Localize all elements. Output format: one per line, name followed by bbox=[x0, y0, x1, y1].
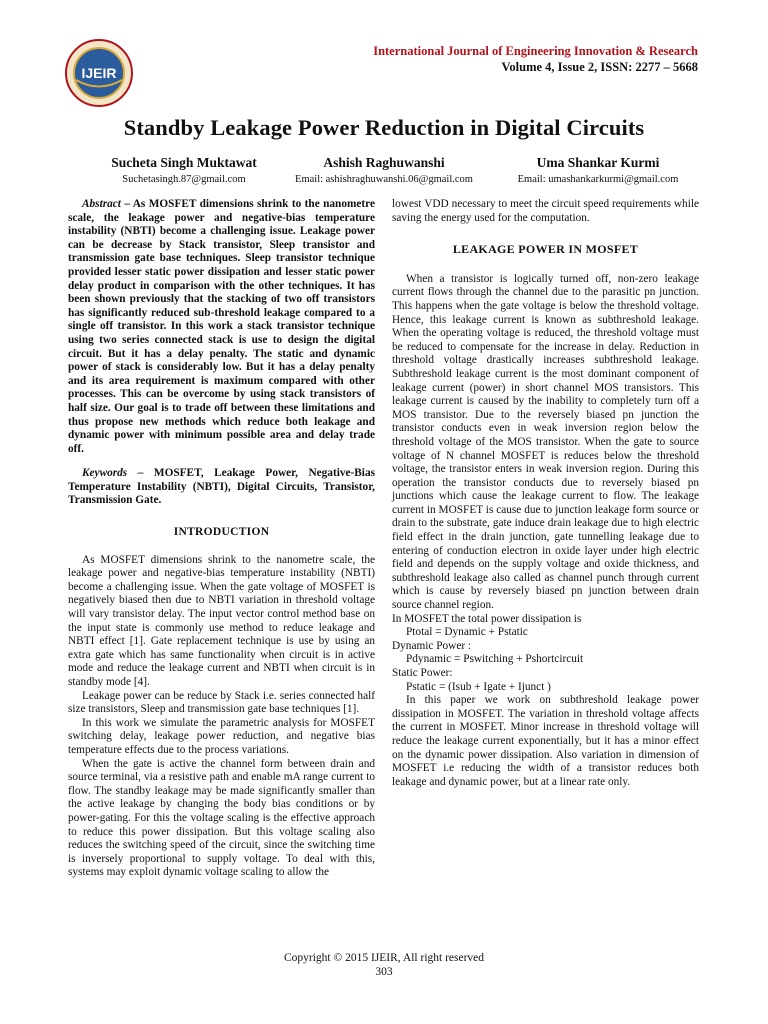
section-heading-introduction: INTRODUCTION bbox=[173, 526, 270, 539]
body-text: In MOSFET the total power dissipation is bbox=[392, 612, 582, 625]
left-column bbox=[68, 198, 375, 880]
right-column bbox=[392, 198, 699, 789]
abstract-text: – As MOSFET dimensions shrink to the nanometre scale, the leakage power and negative-bias temperature instability (NBTI) become a challenging issue. Leakage power can be decrease by Stack transistor, Sleep transistor and transmission gate base techniques. Sleep transistor technique provided lesser static power dissipation and lesser static power delay product in comparison with the other techniques. It has been shown previously that the stacking of two off transistors has significantly reduced sub-threshold leakage compared to a single off transistor. In this work a stack transistor technique using two series connected stack is use to design the digital circuit. But it has a delay penalty. The static and dynamic power of stack is considerably low. But it has a delay penalty and its area requirement is maximum compared with other processes. This can be overcome by using stack transistors of half size. Our goal is to trade off between these limitations and thus propose new methods which reduce both leakage and dynamic power with minimum possible area and delay trade off. bbox=[68, 198, 375, 455]
author-name: Ashish Raghuwanshi bbox=[323, 155, 445, 170]
keywords-label: Keywords bbox=[82, 467, 128, 480]
keywords bbox=[68, 467, 375, 508]
equation-total-power: Ptotal = Dynamic + Pstatic bbox=[406, 626, 528, 639]
body-text: Dynamic Power : bbox=[392, 639, 472, 652]
journal-header bbox=[373, 43, 698, 75]
keywords-text: – MOSFET, Leakage Power, Negative-Bias Temperature Instability (NBTI), Digital Circuits, Transistor, Transmission Gate. bbox=[68, 467, 375, 507]
journal-logo bbox=[64, 38, 134, 108]
volume-info: Volume 4, Issue 2, ISSN: 2277 – 5668 bbox=[501, 60, 698, 74]
body-paragraph-continued: lowest VDD necessary to meet the circuit speed requirements while saving the energy used for the computation. bbox=[392, 198, 699, 224]
body-paragraph: Leakage power can be reduce by Stack i.e. series connected half size transistors, Sleep and transmission gate base techniques [1]. bbox=[68, 689, 375, 716]
page-footer bbox=[0, 951, 768, 979]
author-email: Email: umashankarkurmi@gmail.com bbox=[517, 174, 679, 185]
abstract-label: Abstract bbox=[82, 198, 121, 210]
equation-dynamic-power: Pdynamic = Pswitching + Pshortcircuit bbox=[406, 653, 584, 666]
author-email: Suchetasingh.87@gmail.com bbox=[122, 174, 246, 185]
body-paragraph: In this work we simulate the parametric analysis for MOSFET switching delay, leakage power reduction, and negative bias temperature effects due to the process variations. bbox=[68, 716, 375, 756]
author-email: Email: ashishraghuwanshi.06@gmail.com bbox=[295, 174, 473, 185]
body-paragraph: When the gate is active the channel form between drain and source terminal, via a resistive path and enable mA range current to flow. The standby leakage may be made significantly smaller than the active leakage by changing the body bias conditions or by power-gating. For this the voltage scaling is the effective approach to reduce this power dissipation. But this voltage scaling also reduces the switching speed of the circuit, since the switching time is inversely proportional to supply voltage. To deal with this, systems may exploit dynamic voltage scaling to allow the bbox=[68, 757, 375, 879]
journal-name: International Journal of Engineering Innovation & Research bbox=[373, 44, 698, 58]
body-paragraph: When a transistor is logically turned off, non-zero leakage current flows through the channel due to the parasitic pn junction. This happens when the gate voltage is below the threshold voltage. Hence, this leakage current is known as subthreshold leakage. When the operating voltage is reduced, the threshold voltage must be reduced to compensate for the increase in delay. Reduction in threshold voltage drastically increases subthreshold leakage. Subthreshold leakage current is the most dominant component of leakage current (power) in short channel MOS transistors. This leakage current is caused by the inability to completely turn off a MOS transistor. Due to the reversely biased pn junction the transistor conducts even in weak inversion region below the threshold voltage of the MOS transistor. When the gate to source voltage of N channel MOSFET is reduces below the threshold voltage, the transistor enters in weak inversion region. During this operation the transistor conducts due to reversely biased pn junctions which cause the leakage current to flow. The leakage current in MOSFET is cause due to junction leakage form source or drain to the substrate, gate induce drain leakage due to high electric field effect in the drain junction, gate tunnelling leakage due to entering of conduction electron in oxide layer under high electric field and depends on the supply voltage and oxide thickness, and subthreshold leakage also called as channel punch through current which is cause by reversely biased pn junction between drain source channel region. bbox=[392, 272, 699, 612]
author-name: Sucheta Singh Muktawat bbox=[111, 155, 257, 170]
body-text: Static Power: bbox=[392, 667, 453, 679]
abstract bbox=[68, 198, 375, 456]
author-2 bbox=[264, 154, 504, 188]
logo-text: IJEIR bbox=[81, 65, 117, 81]
copyright-notice: Copyright © 2015 IJEIR, All right reserved bbox=[283, 952, 485, 964]
body-paragraph: In this paper we work on subthreshold leakage power dissipation in MOSFET. The variation in threshold voltage affects the current in MOSFET. Minor increase in threshold voltage will reduce the leakage current exponentially, but it has a minor effect on the dynamic power dissipation. Also variation in dimension of MOSFET i.e reducing the width of a transistor reduces both leakage and dynamic power, but at a linear rate only. bbox=[392, 694, 699, 788]
equation-static-power: Pstatic = (Isub + Igate + Ijunct ) bbox=[406, 680, 551, 693]
section-heading-leakage-power: LEAKAGE POWER IN MOSFET bbox=[452, 242, 639, 257]
author-3 bbox=[478, 154, 718, 188]
page-number: 303 bbox=[375, 966, 393, 978]
body-paragraph: As MOSFET dimensions shrink to the nanometre scale, the leakage power and negative-bias temperature instability (NBTI) become a challenging issue. When the gate voltage of MOSFET is negatively biased then due to NBTI variation in threshold voltage will vary transistor delay. The input vector control method base on the input state is commonly use method to reduce leakage and NBTI effect [1]. Gate replacement technique is use by using an extra gate which has same functionality when circuit is in active mode and reduce the leakage current and NBTI when circuit is in standby mode [4]. bbox=[68, 553, 375, 688]
paper-title: Standby Leakage Power Reduction in Digital Circuits bbox=[123, 115, 645, 140]
author-name: Uma Shankar Kurmi bbox=[536, 155, 660, 170]
